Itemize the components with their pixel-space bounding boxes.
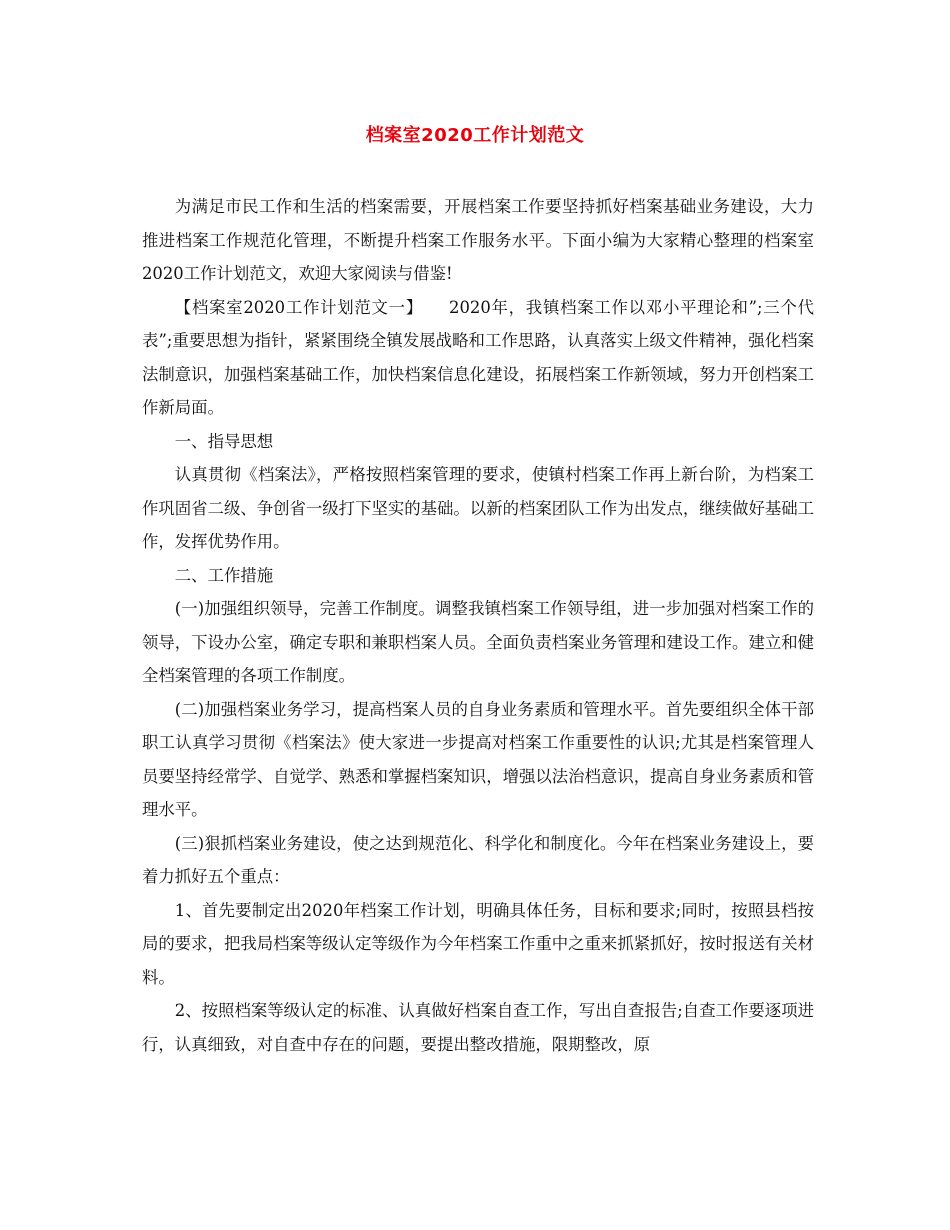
guiding-thought-paragraph: 认真贯彻《档案法》，严格按照档案管理的要求，使镇村档案工作再上新台阶，为档案工作巩固省二级、争创省一级打下坚实的基础。以新的档案团队工作为出发点，继续做好基础工作，发挥优势作用。 <box>142 465 815 551</box>
measure-two-paragraph: (二)加强档案业务学习，提高档案人员的自身业务素质和管理水平。首先要组织全体干部职工认真学习贯彻《档案法》使大家进一步提高对档案工作重要性的认识;尤其是档案管理人员要坚持经常学、自觉学、熟悉和掌握档案知识，增强以法治档意识，提高自身业务素质和管理水平。 <box>142 699 815 819</box>
key-point-two-paragraph: 2、按照档案等级认定的标准、认真做好档案自查工作，写出自查报告;自查工作要逐项进行，认真细致，对自查中存在的问题，要提出整改措施，限期整改，原 <box>142 1001 814 1054</box>
measure-one-paragraph: (一)加强组织领导，完善工作制度。调整我镇档案工作领导组，进一步加强对档案工作的领导，下设办公室，确定专职和兼职档案人员。全面负责档案业务管理和建设工作。建立和健全档案管理的各项工作制度。 <box>142 599 815 685</box>
document-title: 档案室2020工作计划范文 <box>365 125 585 146</box>
measure-three-paragraph: (三)狠抓档案业务建设，使之达到规范化、科学化和制度化。今年在档案业务建设上，要着力抓好五个重点： <box>142 833 814 886</box>
plan-one-paragraph: 【档案室2020工作计划范文一】 2020年，我镇档案工作以邓小平理论和”;三个代表”;重要思想为指针，紧紧围绕全镇发展战略和工作思路，认真落实上级文件精神，强化档案法制意识，加强档案基础工作，加快档案信息化建设，拓展档案工作新领域，努力开创档案工作新局面。 <box>142 297 815 417</box>
key-point-one-paragraph: 1、首先要制定出2020年档案工作计划，明确具体任务，目标和要求;同时，按照县档按局的要求，把我局档案等级认定等级作为今年档案工作重中之重来抓紧抓好，按时报送有关材料。 <box>142 900 815 987</box>
section-heading-measures: 二、工作措施 <box>174 565 274 585</box>
section-heading-guiding-thought: 一、指导思想 <box>174 431 274 451</box>
document-body <box>142 190 814 1061</box>
intro-paragraph: 为满足市民工作和生活的档案需要，开展档案工作要坚持抓好档案基础业务建设，大力推进档案工作规范化管理，不断提升档案工作服务水平。下面小编为大家精心整理的档案室2020工作计划范文，欢迎大家阅读与借鉴! <box>142 197 814 283</box>
